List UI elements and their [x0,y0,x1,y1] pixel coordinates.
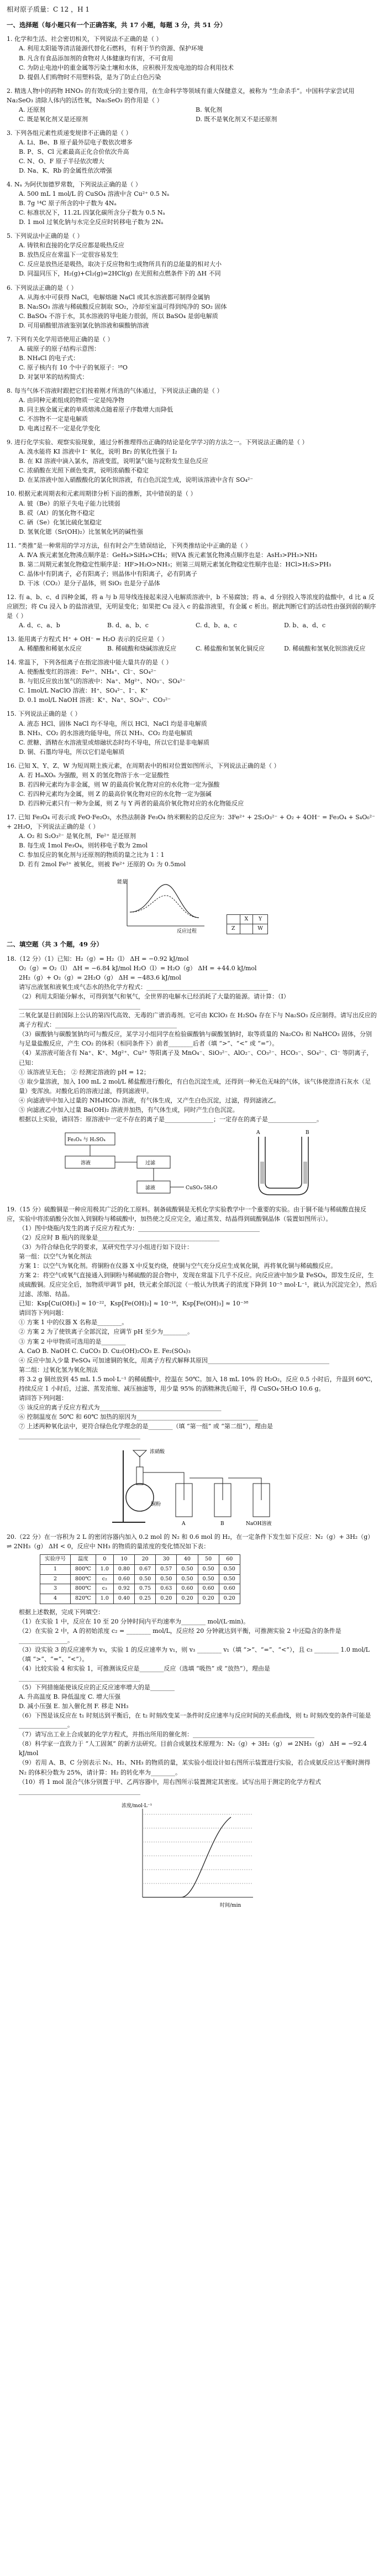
question-stem: 5. 下列说法中正确的是（ ） [7,232,83,240]
q19-line: ③ 方案 2 中甲物质可选用的是________ [19,1338,126,1345]
option-B: B. 砹（At）的氢化物不稳定 [19,509,95,517]
option-B: B. 若四种元素均为非金属，则 W 的最高价氧化物对应的水化物一定为强酸 [19,780,220,788]
nitric-acid-label: 浓硝酸 [149,1449,165,1455]
options [7,344,377,382]
table-cell: 0.20 [219,1594,240,1604]
copper-label: 铜粉 [150,1502,161,1508]
option-C: C. 参加反应的氧化剂与还原剂的物质的量之比为 1∶1 [19,851,165,859]
q20-line: （5）下列措施能使该反应的正反应速率增大的是________ [19,1684,175,1692]
cell-z: Z [227,924,240,934]
table-cell: c₃ [96,1584,113,1594]
table-row [40,1564,240,1574]
option-C: C. 浓硝酸在光照下颜色变黄，说明浓硝酸不稳定 [19,467,149,475]
options [7,831,377,869]
option-C: C. 若四种元素均为金属，则 Z 的最高价氧化物对应的水化物一定为强碱 [19,790,212,798]
table-cell: 800℃ [71,1584,96,1594]
flask-neck [136,1467,143,1485]
table-cell: 0.63 [156,1584,177,1594]
option-B: B. d、a、b、c [107,622,149,629]
question-1 [7,34,377,81]
q20-line: 根据上述数据，完成下列填空： [19,1608,104,1616]
table-cell: 0.50 [177,1564,198,1574]
q20-line: （6）下图是该反应在 t₁ 时刻达到平衡后，在 t₂ 时刻改变某一条件时反应速率与反应时间的关系曲线，则 t₂ 时刻改变的条件可能是________________。 [19,1712,371,1729]
exam-page [7,0,377,1911]
question-12 [7,592,377,630]
option-B: B. NH₄Cl 的电子式： [19,354,80,362]
table-cell: 1.0 [96,1594,113,1604]
q19-line: 将 3.2 g 铜丝放到 45 mL 1.5 mol·L⁻¹ 的稀硫酸中，控温在 50℃。加入 18 mL 10% 的 H₂O₂，反应 0.5 小时后，升温到 60℃，持续反应 1 小时后，过滤、蒸发浓缩、减压抽滤等，用少量 95% 的酒精淋洗后晾干，得 CuSO₄·5H₂O 10.6 g。 [19,1375,377,1392]
graph-ylabel: 浓度/mol·L⁻¹ [121,1803,152,1809]
question-17 [7,813,377,869]
question-13 [7,634,377,653]
question-stem: 11. “类推”是一种常用的学习方法，但有时会产生错误结论，下列类推结论中正确的是（ ） [7,542,251,549]
table-row [40,1584,240,1594]
bottle-a-label: A [181,1521,185,1527]
table-header-cell: 0 [96,1555,113,1565]
q19-line: 第二组：过氧化氢为氧化剂法 [19,1366,98,1373]
table-cell: 820℃ [71,1594,96,1604]
option-D: D. 对氯甲苯的结构简式： [19,373,88,381]
option-D: D. 若有 2mol Fe²⁺ 被氧化，则被 Fe²⁺ 还原的 O₂ 为 0.5mol [19,861,186,868]
option-D: D. 0.1 mol/L NaOH 溶液：K⁺、Na⁺、SO₄²⁻、CO₃²⁻ [19,696,171,704]
question-stem: 9. 进行化学实验、观察实验现象，通过分析推理得出正确的结论是化学学习的方法之一。下列说法正确的是（ ） [7,439,308,446]
question-stem: 15. 下列说法正确的是（ ） [7,710,81,718]
question-stem: 17. 已知 Fe₃O₄ 可表示成 FeO·Fe₂O₃，水热法制备 Fe₃O₄ 纳米颗粒的总反应为：3Fe²⁺ + 2S₂O₃²⁻ + O₂ + 4OH⁻ = Fe₃O₄ + S₄O₆²⁻ + 2H₂O，下列说法正确的是（ ） [7,813,375,830]
q20-graph [120,1800,264,1911]
table-cell: 800℃ [71,1564,96,1574]
options [7,138,377,175]
table-cell: 0.75 [135,1584,156,1594]
option-D: D. 若四种元素只有一种为金属，则 Z 与 Y 两者的最高价氧化物对应的水化物能反应 [19,799,244,807]
table-cell: 0.60 [198,1584,219,1594]
option-C: C. 标准状况下，11.2L 四氯化碳所含分子数为 0.5 Nₐ [19,209,165,217]
option-C: C. BaSO₄ 不溶于水，其水溶液的导电能力很弱，所以 BaSO₄ 是弱电解质 [19,312,218,320]
curve [143,1817,231,1897]
q18-line: ④ 向滤液甲中加入过量的 NH₄HCO₃ 溶液，有气体生成，又产生白色沉淀，过滤，得到滤液乙。 [19,1096,280,1104]
cell-x: X [240,914,253,924]
option-C: C. 为防止电池中的重金属等污染土壤和水体，应积极开发废电池的综合利用技术 [19,64,234,71]
q19-line: ⑦ 上述两种氧化法中，更符合绿色化学理念的是________（填 “第一组” 或 “第二组”），理由是________________________________________ [19,1422,273,1439]
table-cell: 0.50 [198,1564,219,1574]
question-9 [7,438,377,485]
table-cell: 0.20 [156,1594,177,1604]
q20-line: （4）比较实验 4 和实验 1，可推测该反应是________反应（选填 “吸热” 或 “放热”），理由是________________________________________ [19,1665,270,1682]
option-A: A. 从海水中可获得 NaCl，电解熔融 NaCl 或其水溶液都可制得金属钠 [19,293,210,301]
option-B: B. 7g ¹⁴C 原子所含的中子数为 4Nₐ [19,200,117,207]
energy-xlabel: 反应过程 [176,929,197,935]
option-A: A. 由同种元素组成的物质一定是纯净物 [19,397,124,404]
question-stem: 13. 能用离子方程式 H⁺ + OH⁻ = H₂O 表示的反应是（ ） [7,636,168,643]
option-B: B. NH₃、CO₂ 的水溶液均能导电，所以 NH₃、CO₂ 均是电解质 [19,729,193,737]
table-cell: 0.60 [113,1574,134,1584]
q15-q16-figures [7,873,377,934]
lab-apparatus [101,1445,283,1528]
question-14 [7,658,377,705]
periodic-position-table [227,914,268,934]
options [7,499,377,537]
question-stem: 12. 有 a、b、c、d 四种金属，将 a 与 b 用导线连接起来浸入电解质溶液中，b 不易腐蚀；将 a、d 分别投入等浓度的盐酸中，d 比 a 反应剧烈；将 Cu 浸入 b 的盐溶液里，无明显变化；如果把 Cu 浸入 c 的盐溶液里，有金属 c 析出。据此判断它们的活动性由强到弱的顺序是（ ） [7,593,376,620]
table-header-cell: 温度 [71,1555,96,1565]
option-D: D. 在某溶液中加入硝酸酸化的氯化钡溶液，有白色沉淀生成，说明该溶液中含有 SO₄²⁻ [19,476,254,484]
q18-line: 2H₂（g）+ O₂（g）= 2H₂O（g） ΔH = −483.6 kJ/mol [19,974,181,982]
table-cell: c₂ [96,1574,113,1584]
option-B: B. 每生成 1mol Fe₃O₄，则转移电子数为 2mol [19,842,148,850]
question-stem: 2. 精选人物中的药物 HNO₃ 的有效成分的主要作用，在生命科学等领域有重大保健意义，被称为 “生命杀手”。中国科学家尝试用 Na₂SeO₃ 清除人体内的活性氧，Na₂SeO₃ 的作用是（ ） [7,87,355,104]
options [7,44,377,81]
options [7,667,377,705]
options [7,189,377,227]
question-10 [7,489,377,536]
q18-line: 请写出液氢和液氧生成气态水的热化学方程式：________________________________________ [19,983,268,991]
label-a: A [256,1130,260,1136]
question-stem: 6. 下列说法正确的是（ ） [7,284,77,292]
option-D: D. 铜、石墨均导电，所以它们是电解质 [19,748,125,756]
flow-text-4: 滤液 [145,1185,155,1191]
option-A: A. 硫原子的原子结构示意图： [19,345,100,352]
option-D: D. 可用硝酸银溶液鉴别氯化钠溶液和碳酸钠溶液 [19,321,149,329]
option-D: D. 电离过程不一定是化学变化 [19,425,101,433]
q19-line: ④ 反应中加入少量 FeSO₄ 可加速铜的氧化，用离子方程式解释其原因________________________________________ [19,1356,329,1364]
option-D: D. 稀硫酸和氢氧化钡溶液反应 [284,645,366,653]
table-header-cell: 实验序号 [40,1555,71,1565]
q18-line: ① 该溶液呈无色； ② 经测定溶液的 pH = 12； [19,1068,150,1076]
option-B: B. 稀硫酸和烧碱溶液反应 [107,645,177,653]
header-info: 相对原子质量：C 12 ，H 1 [7,6,90,13]
option-A: A. Li、Be、B 原子最外层电子数依次增多 [19,138,133,146]
q18-flow-figure [7,1128,377,1200]
question-7 [7,335,377,382]
q19-line: ⑤ 该反应的离子反应方程式为________________________________________ [19,1403,222,1411]
q19-line: （2）反应时 B 瓶内的现象是________________________________________ [19,1234,220,1241]
question-20 [7,1532,377,1911]
q20-line: （10）将 1 mol 混合气体分别置于甲、乙两容器中，用右图所示装置测定其密度。试写出用于测定的化学方程式________________________________________ [19,1778,322,1795]
energy-ylabel: 能量 [117,880,127,886]
option-C: C. 1mol/L NaClO 溶液：H⁺、SO₄²⁻、I⁻、K⁺ [19,687,149,695]
q19-line: ⑥ 控制温度在 50℃ 和 60℃ 加热的原因为________________________________________ [19,1413,259,1420]
option-D: D. 氢氧化锶（Sr(OH)₂）比氢氧化钙的碱性强 [19,528,143,535]
q20-line: （9）若用 A、B、C 分别表示 N₂、H₂、NH₃ 的物质的量，某实验小组设计如右图所示装置进行实验，若合成氨反应达平衡时测得 N₂ 的体积分数为 25%，请计算：H₂ 的转化率为________。 [19,1759,371,1776]
q18-line: ③ 取少量溶液，加入 100 mL 2 mol/L 稀盐酸进行酸化，有白色沉淀生成，还得到一种无色无味的气体，该气体使澄清石灰水（足量）变浑浊。对酸化后的溶液过滤，得到滤液甲。 [19,1078,371,1095]
question-6 [7,283,377,330]
q19-line: A. CaO B. NaOH C. CuCO₃ D. Cu₂(OH)₂CO₃ E. Fe₂(SO₄)₃ [19,1347,191,1355]
question-18 [7,954,377,1124]
q18-line: O₂（g）= O₂（l） ΔH = −6.84 kJ/mol H₂O（l）= H₂O（g） ΔH = +44.0 kJ/mol [19,965,257,972]
energy-curve [130,884,199,918]
q19-apparatus-figure [7,1445,377,1528]
u-tube-apparatus [242,1128,325,1200]
option-B: B. Na₂SO₃ 溶液与稀硫酸反应制取 SO₂，冷却至室温可得到纯净的 SO₂ 固体 [19,303,227,310]
flow-text-5: CuSO₄·5H₂O [185,1185,217,1191]
option-A: A. 铸铁和直接的化学反应都是吸热反应 [19,242,124,249]
option-B: B. 同主族金属元素的单质熔沸点随着原子序数增大而降低 [19,406,173,414]
option-D: D. 既不是氧化剂又不是还原剂 [196,115,277,123]
table-header-cell: 20 [135,1555,156,1565]
options [7,241,377,278]
graph-xlabel: 时间/min [219,1902,241,1908]
table-cell: 0.50 [177,1574,198,1584]
table-cell: 0.80 [113,1564,134,1574]
q19-line: 第一组：以空气为氧化剂法 [19,1253,92,1261]
option-C: C. 原子核内有 10 个中子的氧原子：¹⁸O [19,363,128,371]
q20-line: （8）科学家一直致力于 “人工固氮” 的新方法研究。目前合成氨技术原理为：N₂（g）+ 3H₂（g） ⇌ 2NH₃（g） ΔH = −92.4 kJ/mol [19,1740,367,1757]
option-B: B. 氧化剂 [196,106,223,113]
option-A: A. O₂ 和 S₂O₃²⁻ 是氧化剂，Fe²⁺ 是还原剂 [19,832,136,840]
q19-line: 方案 1：以空气为氧化剂。将铜粉在仪器 X 中反复灼烧，使铜与空气充分反应生成氧化铜，再将氧化铜与稀硫酸反应。 [19,1262,337,1270]
question-stem: 7. 下列有关化学用语使用正确的是（ ） [7,335,114,343]
table-cell: 1.0 [96,1564,113,1574]
table-cell: 0.60 [177,1584,198,1594]
q20-line: A. 升高温度 B. 降低温度 C. 增大压强 [19,1693,121,1701]
energy-graph [116,873,210,934]
q20-line: （2）在实验 2 中，A 的初始浓度 c₂ = ________ mol/L，反应经 20 分钟就达到平衡，可推测实验 2 中还隐含的条件是________________。 [19,1627,341,1644]
option-C: C. 蔗糖、酒精在水溶液里或熔融状态时均不导电，所以它们是非电解质 [19,738,210,746]
flask [126,1484,154,1511]
option-B: B. 与铝反应放出氢气的溶液中：Na⁺、Mg²⁺、NO₃⁻、SO₄²⁻ [19,678,186,685]
flow-text-2: 溶液 [80,1160,91,1166]
tube-1 [143,1472,184,1500]
q18-line: ⑤ 向滤液乙中加入过量 Ba(OH)₂ 溶液并加热，有气体生成，同时产生白色沉淀。 [19,1106,239,1113]
options [7,447,377,485]
option-C: C. 稀盐酸和氢氧化铜反应 [196,645,265,653]
table-cell: 0.20 [177,1594,198,1604]
table-cell: 0.50 [198,1574,219,1584]
table-cell: 0.92 [113,1584,134,1594]
option-D: D. 同温同压下，H₂(g)+Cl₂(g)=2HCl(g) 在光照和点燃条件下的 ΔH 不同 [19,270,221,278]
table-cell: 0.67 [135,1564,156,1574]
option-C: C. d、b、a、c [196,622,237,629]
option-C: C. 既是氧化剂又是还原剂 [19,115,88,123]
tube-2 [190,1478,223,1500]
cell-y: Y [253,914,268,924]
q20-line: （3）设实验 3 的反应速率为 v₃，实验 1 的反应速率为 v₁，则 v₃ ________ v₁（填 “>”、“=”、“<”），且 c₃ ________ 1.0 mol/L（填 “>”、“=”、“<”）。 [19,1646,370,1663]
table-row [40,1574,240,1584]
q20-line: D. 减小压强 E. 加入催化剂 F. 移走 NH₃ [19,1703,129,1710]
option-A: A. 溴水能将 KI 溶液中 I⁻ 氧化，说明 Br₂ 的氧化性强于 I₂ [19,448,177,456]
question-stem: 3. 下列各组元素性质递变规律不正确的是（ ） [7,129,132,137]
table-cell: 800℃ [71,1574,96,1584]
options [7,644,377,653]
question-15 [7,709,377,756]
option-A: A. 液态 HCl、固体 NaCl 均不导电，所以 HCl、NaCl 均是非电解质 [19,720,207,727]
q18-line: （2）利用太阳能分解水，可得到氢气和氧气，全世界的电解水已经消耗了大量的能源。请计算：（Ⅰ）________________________________________ [19,993,290,1010]
q18-line: （4）某溶液可能含有 Na⁺、K⁺、Mg²⁺、Cu²⁺ 等阳离子及 MnO₄⁻、SiO₃²⁻、AlO₂⁻、CO₃²⁻、HCO₃⁻、SO₄²⁻、Cl⁻ 等阴离子，已知： [19,1049,373,1066]
question-stem: 10. 根据元素周期表和元素周期律分析下面的推断，其中错误的是（ ） [7,490,197,498]
options [7,771,377,808]
table-header-cell: 30 [156,1555,177,1565]
table-cell: 0.40 [113,1594,134,1604]
options [7,719,377,757]
question-2 [7,86,377,124]
cell-w: W [253,924,268,934]
tube-3 [228,1478,261,1500]
naoh-label: NaOH溶液 [245,1521,271,1527]
option-C: C. 反应是放热还是吸热，取决于反应物和生成物所具有的总能量的相对大小 [19,261,222,268]
option-A: A. 稀醋酸和稀氨水反应 [19,645,82,653]
option-A: A. 铍（Be）的原子失电子能力比镁弱 [19,499,120,507]
question-4 [7,180,377,227]
option-A: A. 还原剂 [19,106,45,113]
option-B: B. P、S、Cl 元素最高正化合价依次升高 [19,148,129,155]
catalyzed-curve [130,896,199,918]
option-A: A. 利用太阳能等清洁能源代替化石燃料，有利于节约资源、保护环境 [19,45,203,53]
option-A: A. d、c、a、b [19,622,60,629]
question-stem: 8. 每当气体不溶液时跟把它们按着刚才所选的气体通过，下列说法正确的是（ ） [7,387,223,394]
option-C: C. 晶体中有阴离子，必有阳离子；则晶体中有阳离子，必有阴离子 [19,570,198,577]
q19-line: 19.（15 分）硫酸铜是一种应用极其广泛的化工原料。制备硫酸铜是无机化学实验教学中一个重要的实验。由于铜不能与稀硫酸直接反应，实验中将浓硝酸分次加入到铜粉与稀硫酸中，加热使之反应完全，通过蒸发、结晶得到硫酸铜晶体（装置如图所示）。 [7,1205,366,1222]
label-b: B [305,1130,309,1136]
option-A: A. 若 HₘXOₙ 为强酸，则 X 的氢化物溶于水一定显酸性 [19,771,170,779]
table-cell: 0.50 [135,1574,156,1584]
option-A: A. 使酚酞变红的溶液：Fe³⁺、NH₄⁺、Cl⁻、SO₄²⁻ [19,668,157,676]
table-header-row [40,1555,240,1565]
q20-line: 20.（22 分）在一容积为 2 L 的密闭容器内加入 0.2 mol 的 N₂ 和 0.6 mol 的 H₂，在一定条件下发生如下反应：N₂（g）+ 3H₂（g） ⇌ 2NH₃（g） ΔH < 0，反应中 NH₃ 的物质的量浓度的变化情况如下表： [7,1533,374,1550]
option-B: B. 第二周期元素氢化物稳定性顺序是：HF>H₂O>NH₃；则第三周期元素氢化物稳定性顺序也是：HCl>H₂S>PH₃ [19,560,332,568]
q18-line: （3）碳酸钠与碳酸氢钠均可与酸反应，某学习小组同学在检验碳酸钠与碳酸氢钠时，取等质量的 Na₂CO₃ 和 NaHCO₃ 固体，分别与足量盐酸反应，产生 CO₂ 的体积（相同条件下）前者________后者（填 “>”、“<” 或 “=”）。 [19,1031,372,1048]
option-B: B. 放热反应在常温下一定很容易发生 [19,251,119,259]
option-D: D. 提倡人们购物时不用塑料袋，是为了防止白色污染 [19,73,161,81]
options [7,395,377,433]
option-C: C. N、O、F 原子半径依次增大 [19,157,104,165]
q19-line: 已知：Ksp[Cu(OH)₂] ≈ 10⁻²²，Ksp[Fe(OH)₂] ≈ 10⁻¹⁶，Ksp[Fe(OH)₃] ≈ 10⁻³⁸ [19,1300,249,1308]
question-5 [7,231,377,278]
table-cell: 3 [40,1584,71,1594]
question-8 [7,386,377,433]
table-header-cell: 50 [198,1555,219,1565]
q19-line: 方案 2：将空气或氧气直接通入到铜粉与稀硫酸的混合物中，发现在常温下几乎不反应。向反应液中加少量 FeSO₄，即发生反应，生成硫酸铜。反应完全后，加物质甲调节 pH，铁元素全部沉淀（一般认为铁离子的浓度下降到 10⁻⁵ mol·L⁻¹，就认为沉淀完全），然后过滤、浓缩、结晶。 [19,1272,377,1298]
table-cell: 0.50 [219,1574,240,1584]
q19-line: ② 方案 2 为了使铁离子全部沉淀，应调节 pH 至少为________。 [19,1328,194,1336]
section-1-title: 一、选择题（每小题只有一个正确答案，共 17 小题，每题 3 分，共 51 分） [7,20,227,29]
option-A: A. 500 mL 1 mol/L 的 CuSO₄ 溶液中含 Cu²⁺ 0.5 Nₐ [19,190,170,198]
q19-line: 请回答下列问题： [19,1394,67,1402]
flow-text-1: Fe₃O₄ 与 H₂SO₄ [67,1137,106,1143]
table-header-cell: 60 [219,1555,240,1565]
option-D: D. 1 mol 过氧化钠与水完全反应时转移电子数为 2Nₐ [19,218,164,226]
table-cell: 0.60 [219,1584,240,1594]
option-B: B. 在 KI 溶液中滴入氯水，溶液变蓝，说明氯气能与淀粉发生显色反应 [19,457,208,465]
q19-line: 请回答下列问题： [19,1309,67,1317]
question-stem: 14. 常温下，下列各组离子在指定溶液中能大量共存的是（ ） [7,659,172,667]
q18-line: 18.（12 分）（1）已知：H₂（g）= H₂（l） ΔH = −0.92 kJ/mol [7,955,189,963]
question-19 [7,1205,377,1440]
table-header-cell: 10 [113,1555,134,1565]
table-cell: 0.25 [135,1594,156,1604]
q20-line: （1）在实验 1 中，反应在 10 至 20 分钟时间内平均速率为________ mol/(L·min)。 [19,1617,250,1625]
question-stem: 4. Nₐ 为阿伏加德罗常数，下列说法正确的是（ ） [7,181,141,189]
options [7,105,377,124]
question-3 [7,128,377,175]
option-D: D. 干冰（CO₂）是分子晶体，则 SiO₂ 也是分子晶体 [19,579,160,587]
q18-line: 根据以上实验，请回答：原溶液中一定不存在的离子是________________；一定存在的离子是________________。 [19,1115,323,1123]
table-row [40,1594,240,1604]
q19-line: （3）为符合绿色化学的要求，某研究性学习小组进行如下设计： [19,1243,193,1251]
option-B: B. 凡含有食品添加剂的食物对人体健康均有害，不可食用 [19,54,173,62]
q19-line: （1）图中烧瓶内发生的离子反应方程式为：________________________________________ [19,1224,260,1232]
q19-line: ① 方案 1 中的仪器 X 名称是________。 [19,1319,128,1326]
question-stem: 16. 已知 X、Y、Z、W 为短周期主族元素，在周期表中的相对位置如图所示，下列说法正确的是（ ） [7,762,280,769]
electrode-a [260,1162,264,1184]
flow-text-3: 过滤 [145,1160,155,1166]
section-1-questions [7,34,377,869]
table-cell: 2 [40,1574,71,1584]
option-D: D. b、a、d、c [284,622,326,629]
table-cell: 0.20 [198,1594,219,1604]
options [7,621,377,630]
table-cell: 1 [40,1564,71,1574]
options [7,293,377,330]
table-cell: 4 [40,1594,71,1604]
flowchart [60,1128,225,1200]
option-D: D. Na、K、Rb 的金属性依次增强 [19,167,112,175]
q18-line: 二氧化氯是目前国际上公认的第四代高效、无毒的广谱消毒剂。它可由 KClO₃ 在 H₂SO₄ 存在下与 Na₂SO₃ 反应制得。请写出反应的离子方程式：________________________________________ [19,1012,377,1029]
table-cell: 0.57 [156,1564,177,1574]
option-C: C. 硒（Se）化氢比硫化氢稳定 [19,518,102,526]
table-cell: 0.50 [219,1564,240,1574]
question-stem: 1. 化学和生活、社会密切相关，下列说法不正确的是（ ） [7,35,162,43]
table-header-cell: 40 [177,1555,198,1565]
table-cell: 0.50 [156,1574,177,1584]
u-tube-inner [265,1137,302,1188]
q20-line: （7）请写出工业上合成氨的化学方程式，并指出所用的催化剂：________________________________________ [19,1731,314,1739]
options [7,550,377,588]
question-11 [7,541,377,588]
question-16 [7,761,377,808]
q20-data-table [40,1554,240,1604]
electrode-b [303,1162,307,1184]
option-A: A. ⅣA 族元素氢化物沸点顺序是：GeH₄>SiH₄>CH₄；则ⅤA 族元素氢化物沸点顺序也是：AsH₃>PH₃>NH₃ [19,551,318,559]
bottle-b-label: B [220,1521,224,1527]
section-2-title: 二、填空题（共 3 个题，49 分） [7,940,103,949]
option-C: C. 不溶物不一定是电解质 [19,415,88,423]
